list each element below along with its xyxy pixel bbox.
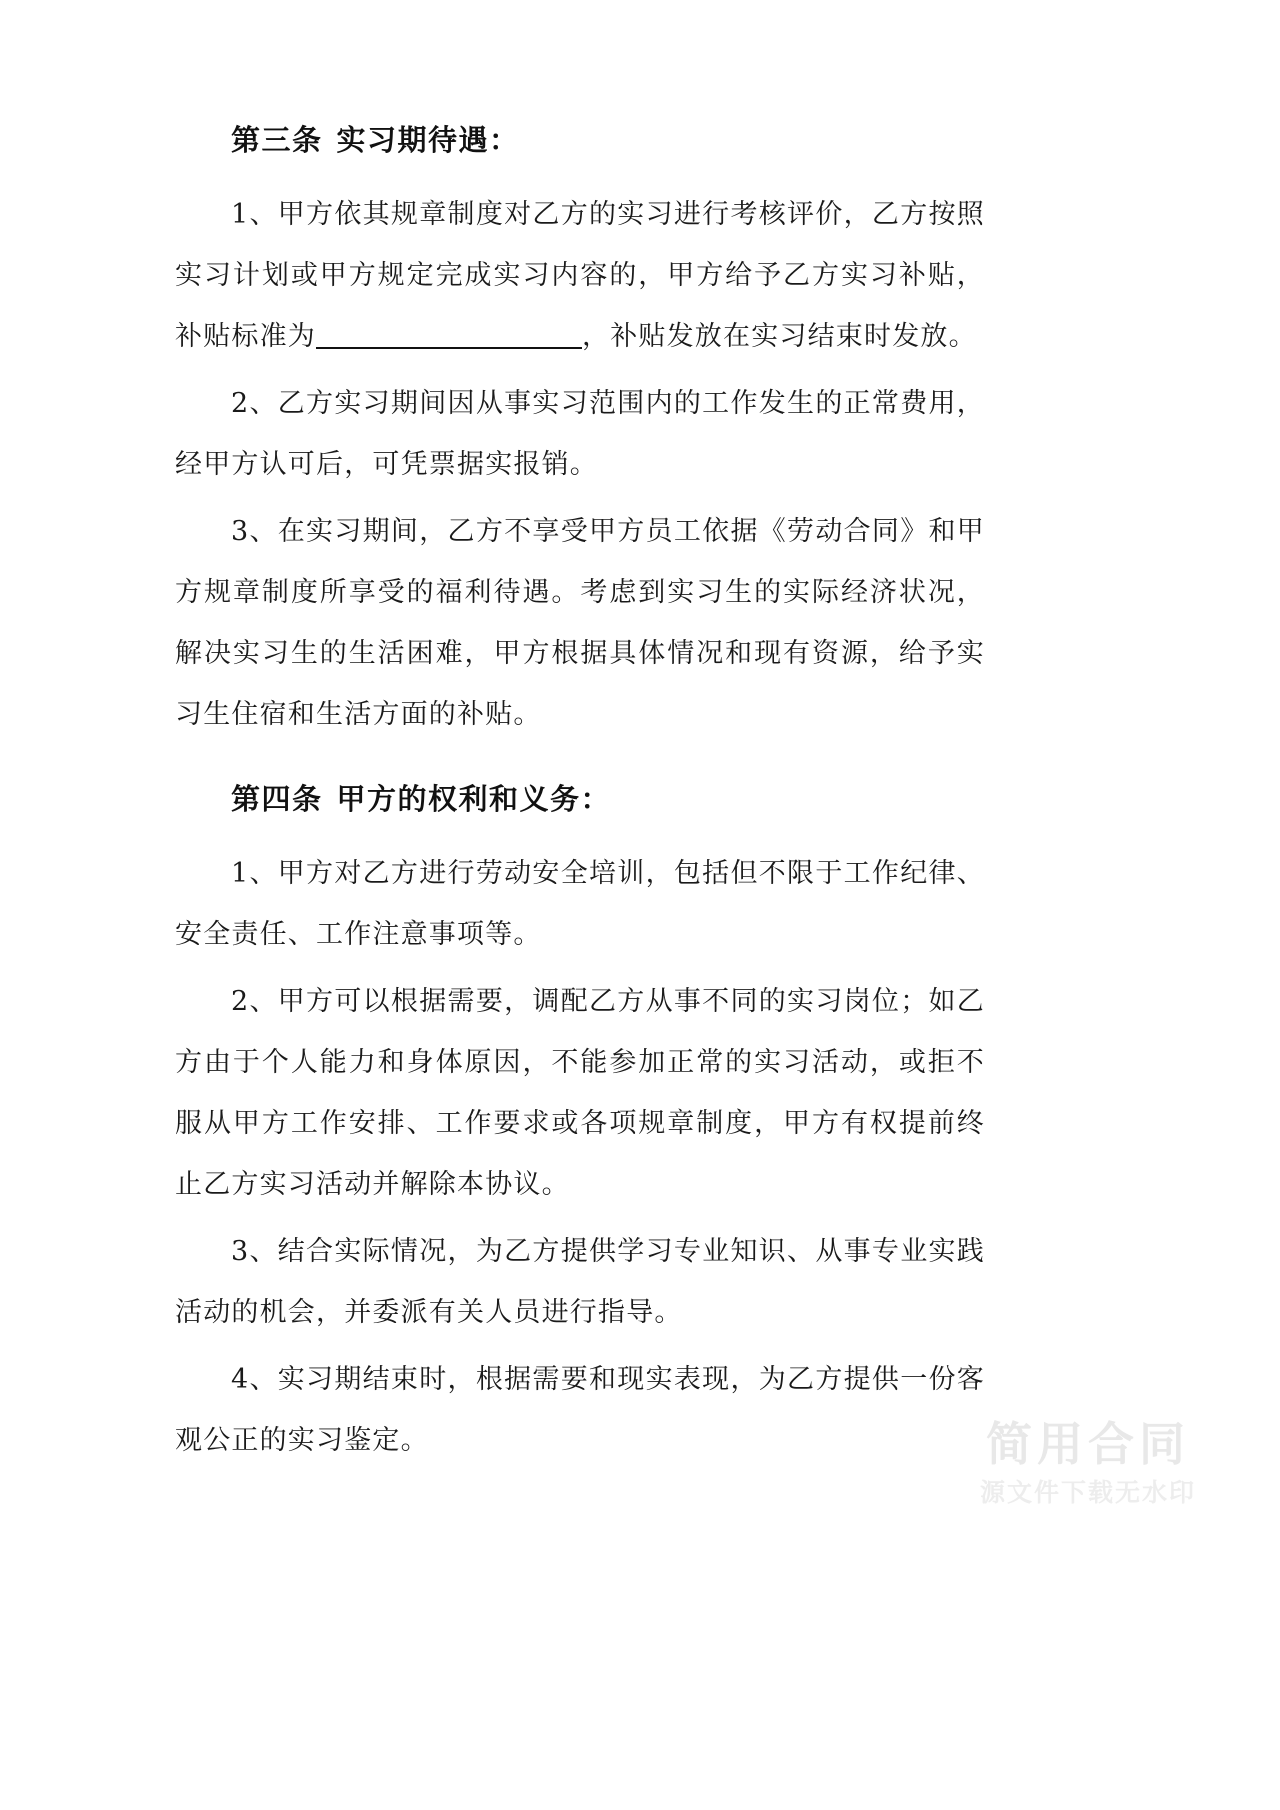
paragraph-text: 甲方可以根据需要，调配乙方从事不同的实习岗位；如乙方由于个人能力和身体原因，不能参加正常的实习活动，或拒不服从甲方工作安排、工作要求或各项规章制度，甲方有权提前终止乙方实习活动并解除本协议。 bbox=[175, 986, 985, 1200]
section-heading-title: 甲方的权利和义务： bbox=[336, 782, 612, 816]
section-divider-spacer bbox=[175, 763, 985, 777]
list-number: 3、 bbox=[231, 1236, 278, 1267]
list-number: 3、 bbox=[231, 516, 278, 547]
paragraph-text: 甲方对乙方进行劳动安全培训，包括但不限于工作纪律、安全责任、工作注意事项等。 bbox=[175, 858, 985, 950]
paragraph-article-4-item-4 bbox=[175, 1349, 985, 1471]
fill-in-blank-subsidy-standard[interactable] bbox=[316, 347, 582, 349]
paragraph-text: 在实习期间，乙方不享受甲方员工依据《劳动合同》和甲方规章制度所享受的福利待遇。考虑到实习生的实际经济状况，解决实习生的生活困难，甲方根据具体情况和现有资源，给予实习生住宿和生活方面的补贴。 bbox=[175, 516, 985, 730]
paragraph-article-4-item-1 bbox=[175, 843, 985, 965]
paragraph-text: 实习期结束时，根据需要和现实表现，为乙方提供一份客观公正的实习鉴定。 bbox=[175, 1364, 985, 1456]
document-body bbox=[175, 118, 985, 1477]
paragraph-article-4-item-3 bbox=[175, 1221, 985, 1343]
list-number: 1、 bbox=[231, 199, 278, 230]
section-heading-number: 第三条 bbox=[231, 123, 323, 157]
paragraph-article-3-item-1 bbox=[175, 184, 985, 367]
paragraph-text-after-blank: ，补贴发放在实习结束时发放。 bbox=[582, 321, 977, 352]
watermark-brand-text: 简用合同 bbox=[986, 1417, 1190, 1471]
list-number: 1、 bbox=[231, 858, 278, 889]
list-number: 2、 bbox=[231, 388, 278, 419]
paragraph-article-3-item-3 bbox=[175, 501, 985, 745]
paragraph-text: 乙方实习期间因从事实习范围内的工作发生的正常费用，经甲方认可后，可凭票据实报销。 bbox=[175, 388, 985, 480]
section-heading-title: 实习期待遇： bbox=[336, 123, 520, 157]
paragraph-text-before-blank: 甲方依其规章制度对乙方的实习进行考核评价，乙方按照实习计划或甲方规定完成实习内容的，甲方给予乙方实习补贴，补贴标准为 bbox=[175, 199, 985, 352]
watermark-subtitle-text: 源文件下载无水印 bbox=[979, 1478, 1196, 1507]
section-heading-article-3 bbox=[175, 118, 985, 162]
paragraph-article-4-item-2 bbox=[175, 971, 985, 1215]
list-number: 4、 bbox=[231, 1364, 278, 1395]
paragraph-text: 结合实际情况，为乙方提供学习专业知识、从事专业实践活动的机会，并委派有关人员进行指导。 bbox=[175, 1236, 985, 1328]
section-heading-article-4 bbox=[175, 777, 985, 821]
section-heading-number: 第四条 bbox=[231, 782, 323, 816]
list-number: 2、 bbox=[231, 986, 278, 1017]
paragraph-article-3-item-2 bbox=[175, 373, 985, 495]
